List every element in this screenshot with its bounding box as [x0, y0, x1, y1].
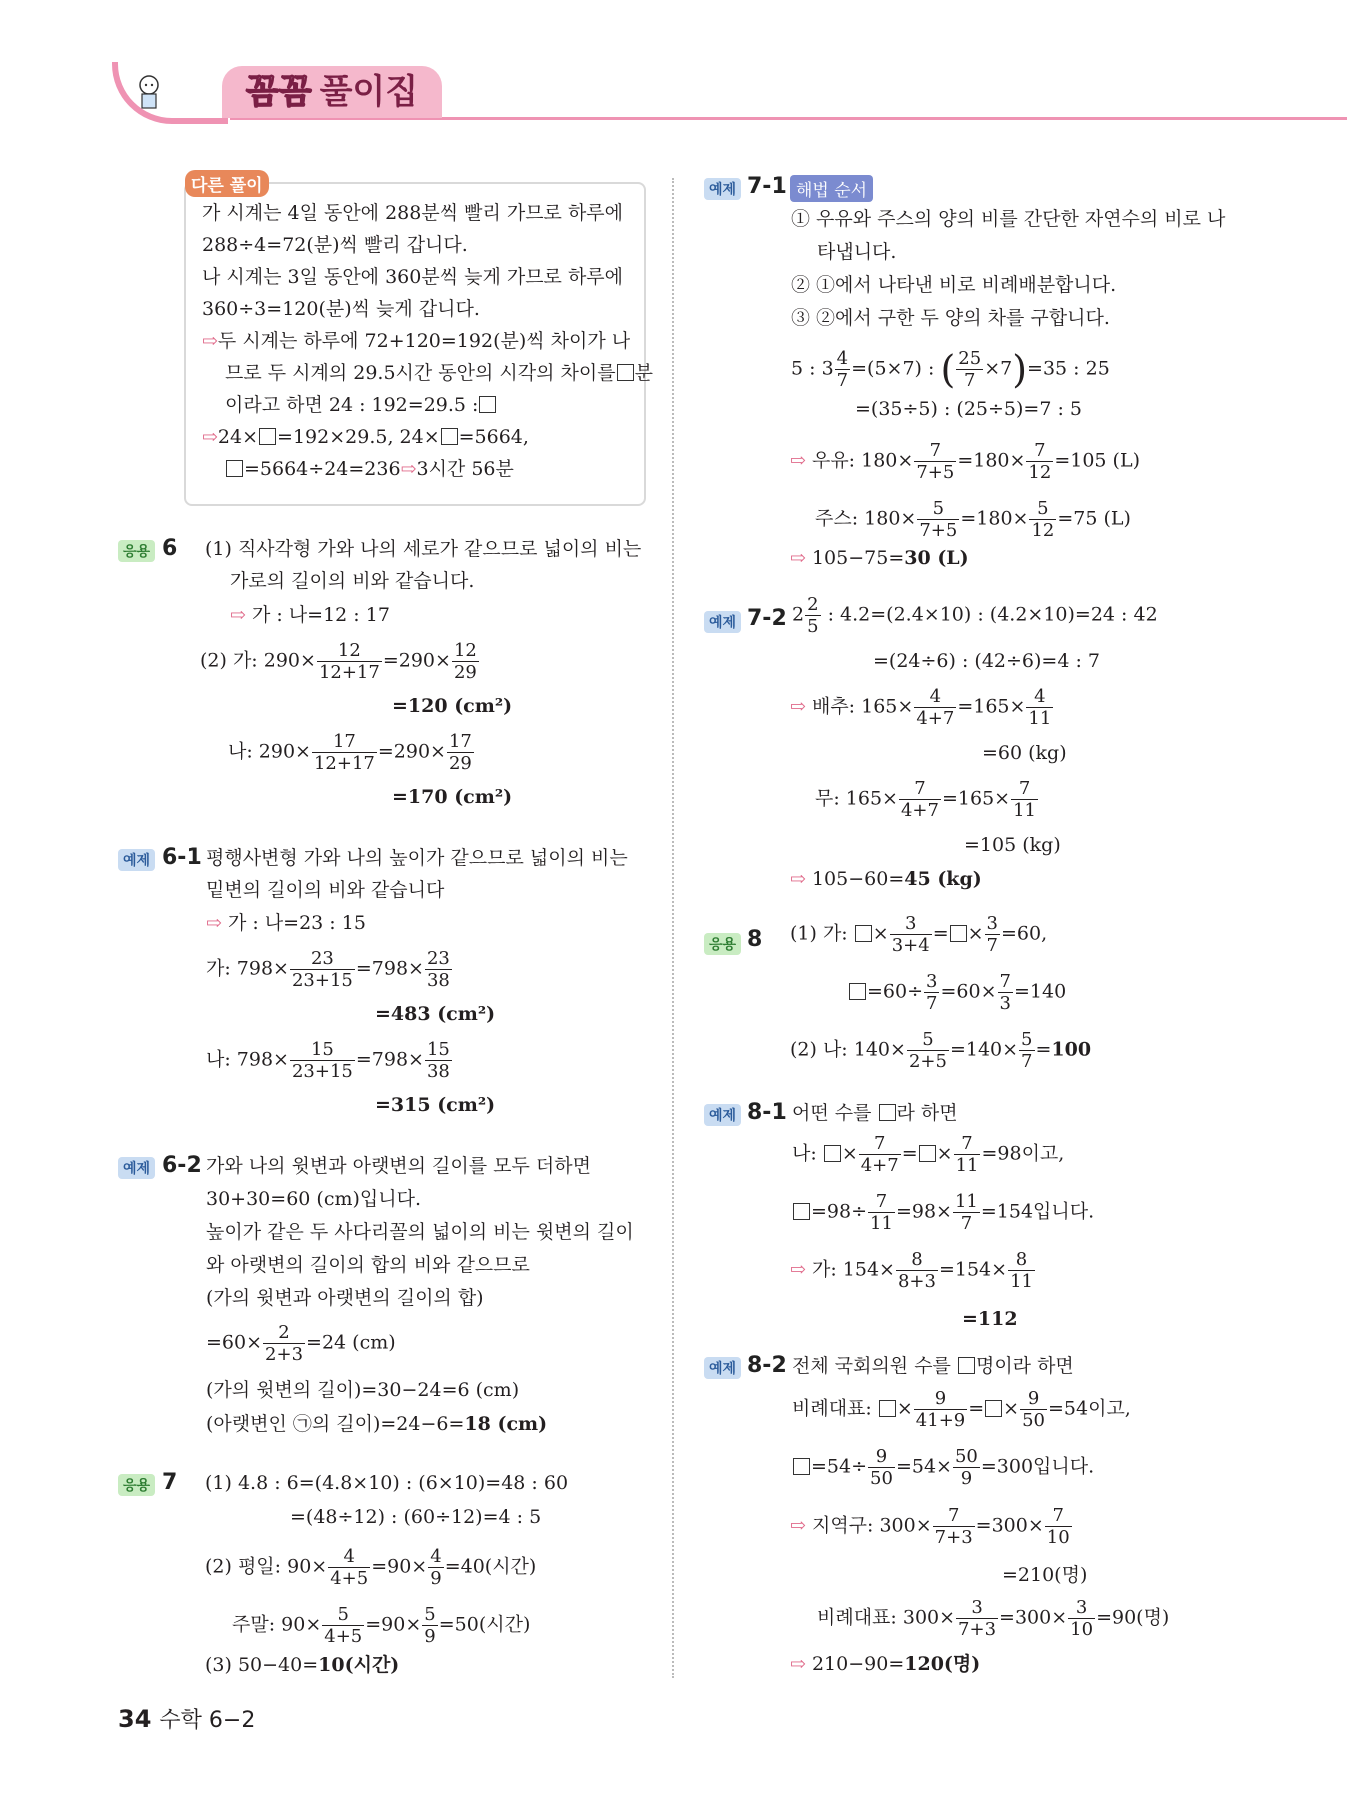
- arrow-icon: ⇨: [202, 426, 218, 448]
- p72-eq-1: 2 $\frac{2}{5}$ : 4.2=(2.4×10) : (4.2×10)=24 : 42: [792, 594, 1158, 637]
- p82-line-1: 전체 국회의원 수를 명이라 하면: [792, 1355, 1074, 1377]
- p8-line-1: (1) 가: × $\frac{3}{3+4}$ = × $\frac{3}{7}$ =60,: [790, 913, 1048, 956]
- arrow-icon: ⇨: [790, 449, 806, 472]
- blank-box: [919, 1145, 936, 1162]
- arrow-icon: ⇨: [202, 330, 218, 352]
- p82-line-4: ⇨ 지역구: 300× $\frac{7}{7+3}$ =300× $\frac{7}{10}$: [790, 1505, 1070, 1548]
- problem-number: 6-1: [162, 845, 202, 870]
- blank-box: [879, 1400, 896, 1417]
- badge-apply: 응용: [118, 540, 155, 562]
- header-title: 풀이집: [319, 72, 419, 112]
- p81-line-2: 나: × $\frac{7}{4+7}$ = × $\frac{7}{11}$ =98이고,: [792, 1133, 1065, 1176]
- problem-number: 6: [162, 536, 178, 561]
- badge-apply: 응용: [704, 933, 741, 955]
- blank-box: [824, 1145, 841, 1162]
- p71-result: ⇨ 105−75=30 (L): [790, 547, 969, 569]
- header-kk: 꼼꼼: [245, 72, 312, 112]
- blank-box: [879, 1104, 896, 1121]
- problem-number: 7-1: [747, 174, 787, 199]
- blank-box: [617, 364, 634, 381]
- page-footer: [118, 1703, 255, 1734]
- p6-line-3: ⇨ 가 : 나=12 : 17: [230, 604, 390, 626]
- arrow-icon: ⇨: [790, 547, 806, 569]
- blank-box: [958, 1357, 975, 1374]
- p62-line-8: (아랫변인 ㉠의 길이)=24−6=18 (cm): [206, 1413, 548, 1435]
- book-title: 수학 6−2: [159, 1708, 256, 1733]
- blank-box: [479, 396, 496, 413]
- p61-line-3: ⇨ 가 : 나=23 : 15: [206, 912, 366, 934]
- p71-milk: ⇨ 우유: 180× $\frac{7}{7+5}$ =180× $\frac{7}{12}$ =105 (L): [790, 440, 1140, 483]
- arrow-icon: ⇨: [790, 1258, 806, 1281]
- other-line-9: =5664÷24=236⇨3시간 56분: [225, 456, 514, 482]
- p82-line-2: 비례대표: × $\frac{9}{41+9}$ = × $\frac{9}{50}$ =54이고,: [792, 1388, 1131, 1431]
- problem-number: 7-2: [747, 606, 787, 631]
- other-line-3: 나 시계는 3일 동안에 360분씩 늦게 가므로 하루에: [202, 266, 624, 288]
- p71-juice: 주스: 180× $\frac{5}{7+5}$ =180× $\frac{5}{12}$ =75 (L): [815, 498, 1131, 541]
- other-line-2: 288÷4=72(분)씩 빨리 갑니다.: [202, 234, 468, 256]
- header-arc: [112, 62, 228, 124]
- p71-step-1b: 타냅니다.: [817, 241, 897, 263]
- p62-line-1: 가와 나의 윗변과 아랫변의 길이를 모두 더하면: [206, 1155, 591, 1177]
- p62-line-6: =60× $\frac{2}{2+3}$ =24 (cm): [206, 1322, 396, 1365]
- other-line-4: 360÷3=120(분)씩 늦게 갑니다.: [202, 298, 480, 320]
- badge-example: 예제: [704, 1104, 741, 1126]
- p6-line-5: 나: 290× $\frac{17}{12+17}$ =290× $\frac{17}{29}$: [228, 731, 472, 774]
- p81-line-3: =98÷ $\frac{7}{11}$ =98× $\frac{11}{7}$ =154입니다.: [792, 1191, 1094, 1234]
- p81-line-4: ⇨ 가: 154× $\frac{8}{8+3}$ =154× $\frac{8}{11}$: [790, 1249, 1033, 1292]
- p61-result-2: =315 (cm²): [375, 1094, 496, 1116]
- blank-box: [259, 428, 276, 445]
- other-line-5: ⇨두 시계는 하루에 72+120=192(분)씩 차이가 나: [202, 330, 631, 352]
- badge-example: 예제: [704, 178, 741, 200]
- blank-box: [441, 428, 458, 445]
- p7-line-1: (1) 4.8 : 6=(4.8×10) : (6×10)=48 : 60: [205, 1472, 569, 1494]
- blank-box: [226, 460, 243, 477]
- other-line-7: 이라고 하면 24 : 192=29.5 :: [225, 392, 497, 418]
- p71-step-2: ② ①에서 나타낸 비로 비례배분합니다.: [791, 274, 1117, 296]
- p71-step-3: ③ ②에서 구한 두 양의 차를 구합니다.: [791, 307, 1110, 329]
- blank-box: [985, 1400, 1002, 1417]
- p81-result: =112: [962, 1308, 1018, 1330]
- p7-line-3: (2) 평일: 90× $\frac{4}{4+5}$ =90× $\frac{4}{9}$ =40(시간): [205, 1546, 537, 1589]
- p82-line-3: =54÷ $\frac{9}{50}$ =54× $\frac{50}{9}$ =300입니다.: [792, 1446, 1094, 1489]
- arrow-icon: ⇨: [206, 912, 222, 934]
- problem-number: 8-1: [747, 1100, 787, 1125]
- p61-line-1: 평행사변형 가와 나의 높이가 같으므로 넓이의 비는: [206, 847, 628, 869]
- mascot-icon: [134, 74, 164, 110]
- arrow-icon: ⇨: [790, 1514, 806, 1537]
- other-line-8: ⇨24× =192×29.5, 24× =5664,: [202, 426, 529, 448]
- p72-cabbage: ⇨ 배추: 165× $\frac{4}{4+7}$ =165× $\frac{4}{11}$: [790, 686, 1052, 729]
- p82-result: ⇨ 210−90=120(명): [790, 1653, 981, 1675]
- p62-line-4: 와 아랫변의 길이의 합의 비와 같으므로: [206, 1254, 530, 1276]
- other-line-6: 므로 두 시계의 29.5시간 동안의 시각의 차이를 분: [225, 362, 653, 384]
- other-solution-label: 다른 풀이: [185, 170, 269, 197]
- arrow-icon: ⇨: [790, 868, 806, 890]
- problem-number: 8: [747, 927, 763, 952]
- p8-line-3: (2) 나: 140× $\frac{5}{2+5}$ =140× $\frac{5}{7}$ =100: [790, 1029, 1092, 1072]
- problem-number: 7: [162, 1470, 178, 1495]
- problem-number: 8-2: [747, 1353, 787, 1378]
- p72-radish-result: =105 (kg): [964, 834, 1061, 856]
- badge-example: 예제: [704, 1357, 741, 1379]
- p72-cabbage-result: =60 (kg): [982, 742, 1067, 764]
- column-divider: [672, 178, 674, 1678]
- p72-radish: 무: 165× $\frac{7}{4+7}$ =165× $\frac{7}{11}$: [815, 778, 1036, 821]
- header-tab: [222, 66, 442, 118]
- p62-line-3: 높이가 같은 두 사다리꼴의 넓이의 비는 윗변의 길이: [206, 1221, 634, 1243]
- blank-box: [855, 925, 872, 942]
- blank-box: [950, 925, 967, 942]
- method-order-badge: 해법 순서: [790, 175, 873, 202]
- page-number: 34: [118, 1705, 152, 1733]
- arrow-icon: ⇨: [790, 1653, 806, 1675]
- p62-line-2: 30+30=60 (cm)입니다.: [206, 1188, 421, 1210]
- p82-line-6: 비례대표: 300× $\frac{3}{7+3}$ =300× $\frac{3}{10}$ =90(명): [817, 1597, 1170, 1640]
- p6-result-2: =170 (cm²): [392, 786, 513, 808]
- p6-line-4: (2) 가: 290× $\frac{12}{12+17}$ =290× $\frac{12}{29}$: [200, 640, 477, 683]
- p7-line-2: =(48÷12) : (60÷12)=4 : 5: [290, 1506, 542, 1528]
- p7-line-4: 주말: 90× $\frac{5}{4+5}$ =90× $\frac{5}{9}$ =50(시간): [232, 1604, 531, 1647]
- arrow-icon: ⇨: [400, 458, 417, 480]
- p61-line-5: 나: 798× $\frac{15}{23+15}$ =798× $\frac{15}{38}$: [206, 1039, 450, 1082]
- badge-example: 예제: [118, 1157, 155, 1179]
- p61-result-1: =483 (cm²): [375, 1003, 496, 1025]
- p71-eq-1: 5 : 3 $\frac{4}{7}$ =(5×7) : ( $\frac{25}{7}$ ×7)=35 : 25: [791, 347, 1110, 392]
- p6-result-1: =120 (cm²): [392, 695, 513, 717]
- p7-line-5: (3) 50−40=10(시간): [205, 1654, 400, 1676]
- arrow-icon: ⇨: [230, 604, 246, 626]
- other-line-1: 가 시계는 4일 동안에 288분씩 빨리 가므로 하루에: [202, 202, 624, 224]
- blank-box: [849, 983, 866, 1000]
- p8-line-2: =60÷ $\frac{3}{7}$ =60× $\frac{7}{3}$ =140: [848, 971, 1066, 1014]
- badge-example: 예제: [118, 849, 155, 871]
- p72-result: ⇨ 105−60=45 (kg): [790, 868, 982, 890]
- p71-eq-2: =(35÷5) : (25÷5)=7 : 5: [855, 398, 1082, 420]
- p6-line-2: 가로의 길이의 비와 같습니다.: [230, 570, 475, 592]
- p82-line-5: =210(명): [1002, 1564, 1088, 1586]
- p61-line-4: 가: 798× $\frac{23}{23+15}$ =798× $\frac{23}{38}$: [206, 948, 450, 991]
- p71-step-1: ① 우유와 주스의 양의 비를 간단한 자연수의 비로 나: [791, 208, 1226, 230]
- arrow-icon: ⇨: [790, 695, 806, 718]
- p62-line-5: (가의 윗변과 아랫변의 길이의 합): [206, 1287, 484, 1309]
- p62-line-7: (가의 윗변의 길이)=30−24=6 (cm): [206, 1379, 520, 1401]
- p61-line-2: 밑변의 길이의 비와 같습니다: [206, 879, 445, 901]
- blank-box: [793, 1458, 810, 1475]
- blank-box: [793, 1203, 810, 1220]
- p72-eq-2: =(24÷6) : (42÷6)=4 : 7: [873, 650, 1100, 672]
- badge-apply: 응용: [118, 1474, 155, 1496]
- p81-line-1: 어떤 수를 라 하면: [792, 1102, 958, 1124]
- badge-example: 예제: [704, 611, 741, 633]
- p6-line-1: (1) 직사각형 가와 나의 세로가 같으므로 넓이의 비는: [205, 538, 642, 560]
- problem-number: 6-2: [162, 1153, 202, 1178]
